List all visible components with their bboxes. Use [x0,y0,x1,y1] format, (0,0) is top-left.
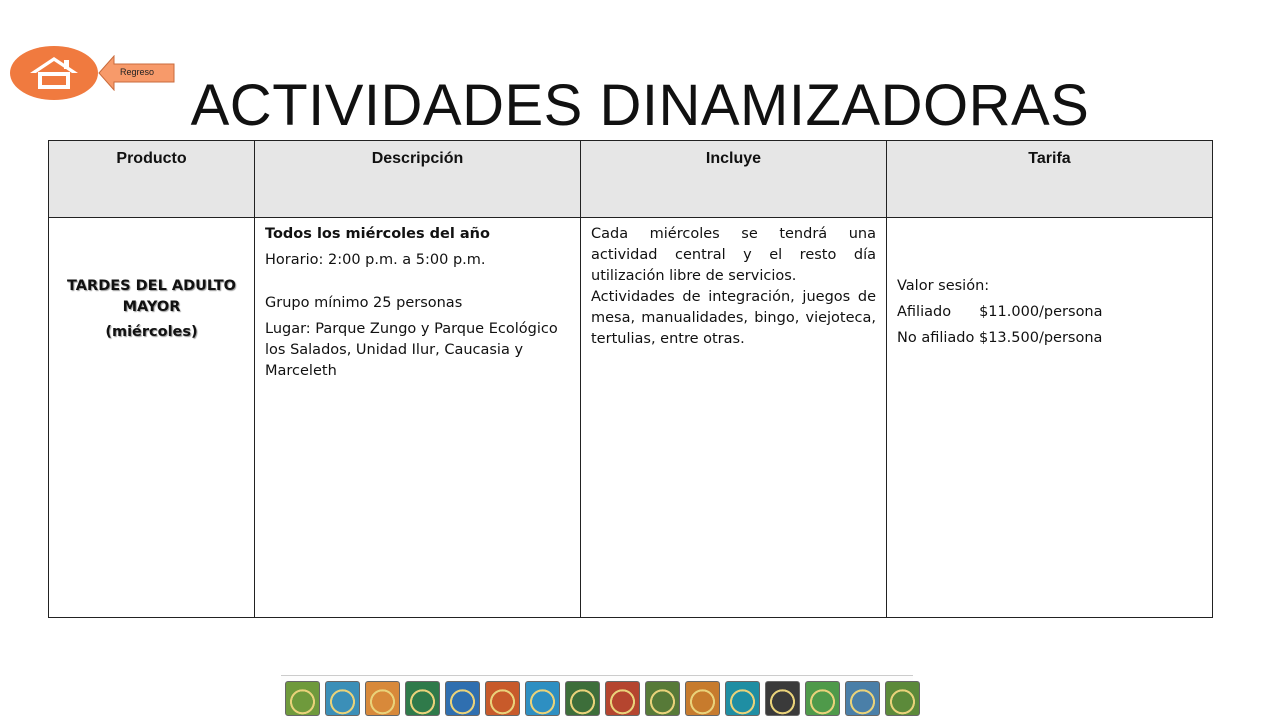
back-label: Regreso [120,67,155,77]
tarifa-label: Valor sesión: [897,278,990,294]
product-name: TARDES DEL ADULTO MAYOR [67,278,236,315]
header-producto: Producto [49,141,255,218]
sea-icon [525,681,560,716]
cell-tarifa [887,218,1213,618]
incluye-central: Cada miércoles se tendrá una actividad central y el resto día utilización libre de servicios. [591,226,876,284]
header-tarifa: Tarifa [887,141,1213,218]
page-title: ACTIVIDADES DINAMIZADORAS [190,73,1090,138]
cell-descripcion [255,218,581,618]
cell-incluye [581,218,887,618]
sun-icon [485,681,520,716]
mountain-icon [845,681,880,716]
desc-frequency: Todos los miércoles del año [265,226,490,242]
desc-schedule: Horario: 2:00 p.m. a 5:00 p.m. [265,252,486,268]
afiliado-label: Afiliado [897,304,952,320]
desc-group: Grupo mínimo 25 personas [265,295,463,311]
pattern-icon [565,681,600,716]
river-icon [365,681,400,716]
header-descripcion: Descripción [255,141,581,218]
header-incluye: Incluye [581,141,887,218]
product-day: (miércoles) [105,324,198,340]
road-icon [645,681,680,716]
activities-table [48,140,1213,618]
landscape-icon [285,681,320,716]
afiliado-value: $11.000/persona [979,304,1103,320]
no-afiliado-value: $13.500/persona [978,330,1103,346]
person-icon [765,681,800,716]
table-row [49,218,1213,618]
bridge-icon [725,681,760,716]
tree-icon [325,681,360,716]
no-afiliado-label: No afiliado [897,330,975,346]
hut-icon [685,681,720,716]
tarifa-afiliado [897,302,1202,323]
cell-producto [49,218,255,618]
flower-icon [405,681,440,716]
water-icon [445,681,480,716]
desc-place: Lugar: Parque Zungo y Parque Ecológico los Salados, Unidad Ilur, Caucasia y Marceleth [265,321,558,379]
field-icon [805,681,840,716]
palm-icon [885,681,920,716]
mosaic-icon [605,681,640,716]
tarifa-no-afiliado [897,328,1202,349]
incluye-activities: Actividades de integración, juegos de mesa, manualidades, bingo, viejoteca, tertulias, entre otras. [591,289,876,347]
footer-icon-strip [281,675,913,720]
